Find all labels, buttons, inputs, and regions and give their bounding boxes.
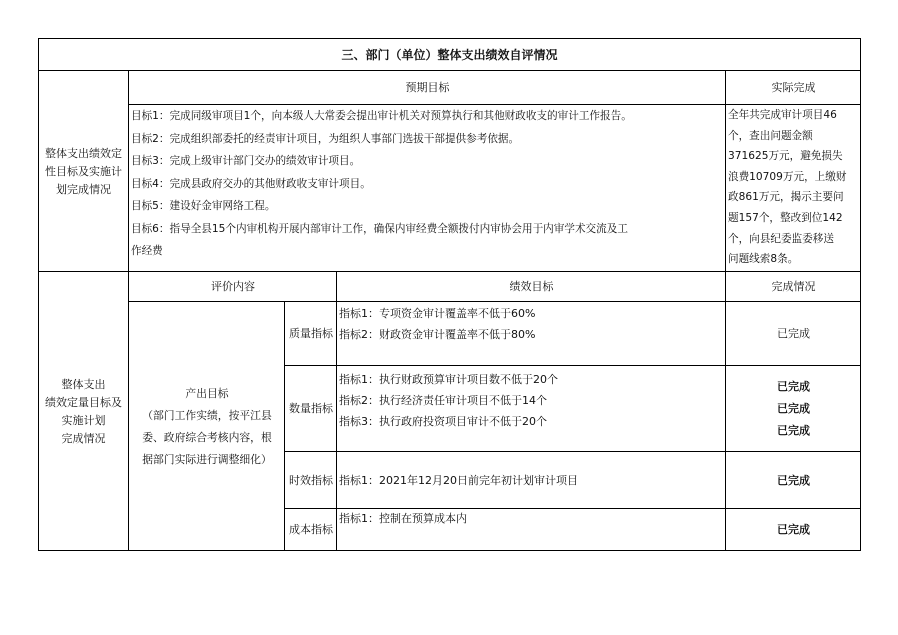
status-item: 已完成	[777, 380, 810, 393]
evaluation-table	[38, 38, 861, 551]
timeliness-indicator: 指标1：2021年12月20日前完年初计划审计项目	[339, 473, 578, 487]
goal-item: 作经费	[131, 245, 163, 257]
output-goal-line: （部门工作实绩，按平江县	[142, 408, 272, 422]
status-item: 已完成	[777, 402, 810, 415]
indicator-group-quality: 质量指标	[289, 327, 333, 340]
goals-list	[131, 105, 725, 271]
goal-item: 目标4：完成县政府交办的其他财政收支审计项目。	[131, 177, 371, 190]
goal-item: 目标2：完成组织部委托的经责审计项目，为组织人事部门选拔干部提供参考依据。	[131, 132, 520, 145]
row-header-line: 完成情况	[61, 431, 106, 445]
quantity-indicators	[339, 369, 725, 449]
actual-line: 个，查出问题金额	[728, 129, 813, 142]
indicator-group-cost: 成本指标	[289, 523, 333, 536]
indicator-group-quantity: 数量指标	[289, 402, 333, 415]
actual-line: 政861万元，揭示主要问	[728, 191, 844, 204]
output-goal-cell	[129, 302, 285, 551]
actual-line: 个，向县纪委监委移送	[728, 232, 834, 245]
indicator-item: 指标2：财政资金审计覆盖率不低于80%	[339, 328, 536, 341]
output-goal-line: 产出目标	[185, 386, 229, 400]
goal-item: 目标1：完成同级审项目1个，向本级人大常委会提出审计机关对预算执行和其他财政收支的审计工作报告。	[131, 110, 632, 122]
status-timeliness: 已完成	[777, 473, 810, 487]
status-item: 已完成	[777, 424, 810, 437]
col-actual-header: 实际完成	[771, 81, 816, 94]
output-goal-line: 据部门实际进行调整细化）	[142, 452, 272, 466]
section1-row-header	[38, 71, 129, 272]
indicator-item: 指标1：执行财政预算审计项目数不低于20个	[339, 373, 558, 386]
actual-line: 全年共完成审计项目46	[728, 109, 837, 121]
indicator-item: 指标3：执行政府投资项目审计不低于20个	[339, 415, 547, 428]
status-quantity	[726, 366, 861, 452]
col-eval-header: 评价内容	[211, 280, 255, 293]
indicator-item: 指标2：执行经济责任审计项目不低于14个	[339, 394, 547, 407]
indicator-item: 指标1：专项资金审计覆盖率不低于60%	[339, 307, 536, 320]
row-header-line: 性目标及实施计	[45, 164, 122, 178]
section2-row-header	[38, 272, 129, 551]
row-header-line: 整体支出	[61, 377, 106, 391]
actual-line: 371625万元，避免损失	[728, 150, 843, 163]
col-status-header: 完成情况	[771, 280, 816, 293]
indicator-group-timeliness: 时效指标	[289, 473, 333, 487]
table-title: 三、部门（单位）整体支出绩效自评情况	[341, 47, 558, 62]
goal-item: 目标6：指导全县15个内审机构开展内部审计工作，确保内审经费全额拨付内审协会用于内审学术交流及工	[131, 222, 628, 235]
status-cost: 已完成	[777, 523, 810, 536]
actual-line: 题157个，整改到位142	[728, 211, 843, 224]
quality-indicators	[339, 303, 725, 365]
row-header-line: 绩效定量目标及	[45, 395, 122, 409]
status-quality: 已完成	[777, 327, 810, 340]
row-header-line: 整体支出绩效定	[45, 146, 122, 160]
actual-line: 问题线索8条。	[728, 253, 799, 266]
row-header-line: 划完成情况	[56, 182, 111, 196]
actual-completion	[728, 105, 860, 271]
row-header-line: 实施计划	[61, 413, 106, 427]
cost-indicator: 指标1：控制在预算成本内	[339, 512, 467, 525]
col-target-header: 绩效目标	[509, 280, 554, 293]
col-expected-header: 预期目标	[405, 81, 450, 94]
goal-item: 目标3：完成上级审计部门交办的绩效审计项目。	[131, 155, 361, 167]
goal-item: 目标5：建设好金审网络工程。	[131, 200, 276, 212]
actual-line: 浪费10709万元，上缴财	[728, 170, 847, 183]
output-goal-line: 委、政府综合考核内容，根	[142, 430, 272, 444]
